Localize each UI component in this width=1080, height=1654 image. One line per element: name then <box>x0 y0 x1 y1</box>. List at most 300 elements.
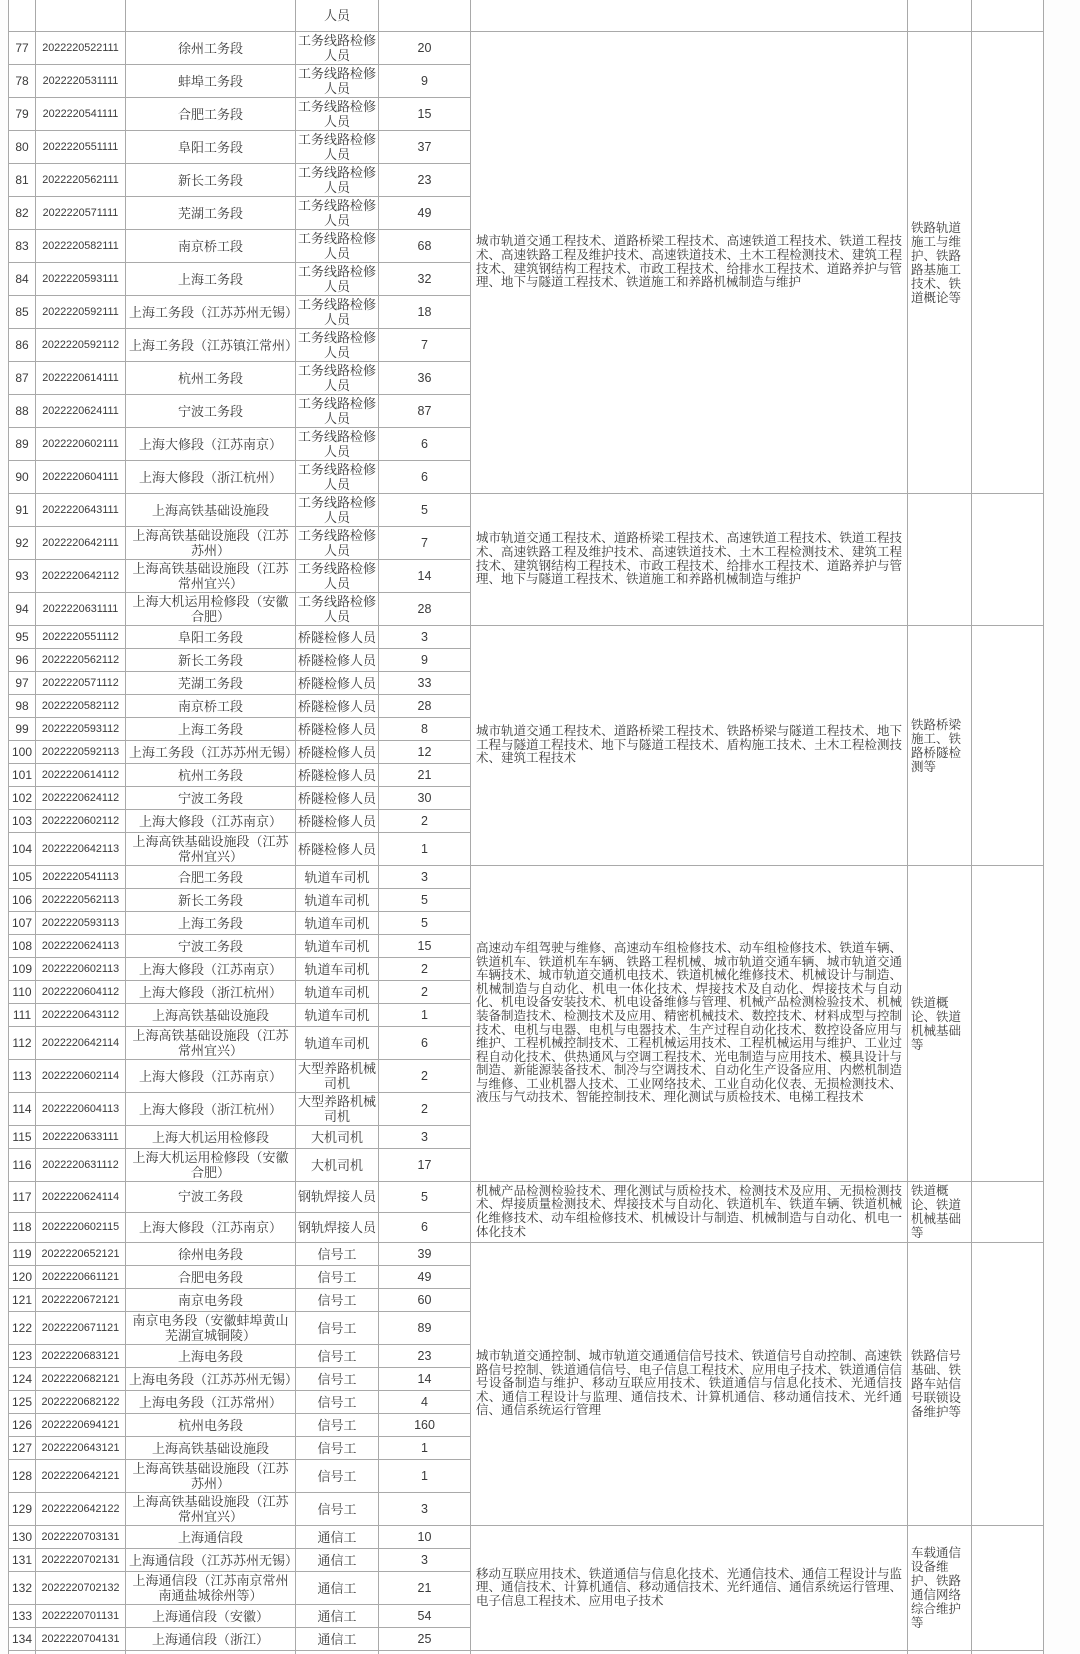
subjects-cell: 铁路轨道施工与维护、铁路路基施工技术、铁道概论等 <box>908 32 972 494</box>
code-cell: 2022220602115 <box>36 1212 126 1243</box>
position-cell: 工务线路检修人员 <box>296 428 379 461</box>
code-cell: 2022220604112 <box>36 981 126 1004</box>
count-cell: 36 <box>379 362 471 395</box>
seq-cell: 121 <box>9 1289 36 1312</box>
count-cell: 2 <box>379 958 471 981</box>
table-body <box>9 0 1044 1654</box>
count-cell: 21 <box>379 1572 471 1605</box>
unit-cell: 上海高铁基础设施段 <box>126 494 296 527</box>
seq-cell: 105 <box>9 866 36 889</box>
position-cell: 工务线路检修人员 <box>296 131 379 164</box>
count-cell: 2 <box>379 1093 471 1126</box>
blank-cell <box>972 1243 1044 1526</box>
position-cell: 信号工 <box>296 1266 379 1289</box>
majors-cell <box>471 1651 908 1654</box>
code-cell: 2022220602111 <box>36 428 126 461</box>
code-cell: 2022220661121 <box>36 1266 126 1289</box>
code-cell: 2022220631112 <box>36 1149 126 1182</box>
count-cell: 33 <box>379 672 471 695</box>
position-cell: 工务线路检修人员 <box>296 98 379 131</box>
position-cell: 轨道车司机 <box>296 1027 379 1060</box>
code-cell: 2022220602113 <box>36 958 126 981</box>
position-cell: 工务线路检修人员 <box>296 527 379 560</box>
count-cell: 54 <box>379 1605 471 1628</box>
seq-cell: 87 <box>9 362 36 395</box>
code-cell: 2022220604113 <box>36 1093 126 1126</box>
position-cell: 工务线路检修人员 <box>296 593 379 626</box>
code-cell: 2022220562111 <box>36 164 126 197</box>
code-cell: 2022220614112 <box>36 764 126 787</box>
unit-cell: 上海工务段（江苏苏州无锡） <box>126 296 296 329</box>
table-row <box>9 494 1044 527</box>
position-cell: 工务线路检修人员 <box>296 164 379 197</box>
code-cell: 2022220562113 <box>36 889 126 912</box>
unit-cell: 宁波工务段 <box>126 395 296 428</box>
code-cell: 2022220683121 <box>36 1345 126 1368</box>
cutoff-row-bottom <box>9 1651 1044 1654</box>
position-cell: 桥隧检修人员 <box>296 718 379 741</box>
unit-cell: 上海大修段（浙江杭州） <box>126 461 296 494</box>
seq-cell: 93 <box>9 560 36 593</box>
seq-cell: 129 <box>9 1493 36 1526</box>
seq-cell: 131 <box>9 1549 36 1572</box>
count-cell <box>379 1651 471 1654</box>
unit-cell: 芜湖工务段 <box>126 197 296 230</box>
count-cell: 6 <box>379 461 471 494</box>
count-cell: 39 <box>379 1243 471 1266</box>
seq-cell: 98 <box>9 695 36 718</box>
position-cell: 钢轨焊接人员 <box>296 1212 379 1243</box>
recruitment-table <box>8 0 1044 1654</box>
blank-cell <box>972 32 1044 494</box>
position-cell: 工务线路检修人员 <box>296 494 379 527</box>
count-cell: 89 <box>379 1312 471 1345</box>
seq-cell: 124 <box>9 1368 36 1391</box>
unit-cell: 上海通信段（江苏苏州无锡） <box>126 1549 296 1572</box>
code-cell: 2022220624113 <box>36 935 126 958</box>
seq-cell: 126 <box>9 1414 36 1437</box>
seq-cell: 106 <box>9 889 36 912</box>
seq-cell: 120 <box>9 1266 36 1289</box>
unit-cell: 上海通信段（浙江） <box>126 1628 296 1651</box>
seq-cell: 119 <box>9 1243 36 1266</box>
position-cell: 工务线路检修人员 <box>296 197 379 230</box>
position-cell <box>296 1651 379 1654</box>
seq-cell: 127 <box>9 1437 36 1460</box>
count-cell: 18 <box>379 296 471 329</box>
count-cell: 30 <box>379 787 471 810</box>
position-cell: 桥隧检修人员 <box>296 810 379 833</box>
seq-cell: 82 <box>9 197 36 230</box>
position-cell: 桥隧检修人员 <box>296 764 379 787</box>
position-cell: 桥隧检修人员 <box>296 787 379 810</box>
seq-cell: 107 <box>9 912 36 935</box>
position-cell: 信号工 <box>296 1414 379 1437</box>
count-cell: 15 <box>379 98 471 131</box>
unit-cell: 芜湖工务段 <box>126 672 296 695</box>
seq-cell: 118 <box>9 1212 36 1243</box>
unit-cell: 上海大修段（江苏南京） <box>126 428 296 461</box>
count-cell: 68 <box>379 230 471 263</box>
position-cell: 工务线路检修人员 <box>296 362 379 395</box>
blank-cell <box>972 866 1044 1182</box>
code-cell: 2022220702132 <box>36 1572 126 1605</box>
position-cell: 大机司机 <box>296 1149 379 1182</box>
code-cell: 2022220541111 <box>36 98 126 131</box>
count-cell: 5 <box>379 1182 471 1213</box>
unit-cell: 新长工务段 <box>126 649 296 672</box>
code-cell: 2022220642112 <box>36 560 126 593</box>
position-cell <box>296 0 379 32</box>
position-cell: 钢轨焊接人员 <box>296 1182 379 1213</box>
position-cell: 信号工 <box>296 1312 379 1345</box>
seq-cell: 80 <box>9 131 36 164</box>
unit-cell: 上海工务段 <box>126 912 296 935</box>
code-cell: 2022220604111 <box>36 461 126 494</box>
unit-cell: 新长工务段 <box>126 164 296 197</box>
unit-cell: 上海工务段（江苏苏州无锡） <box>126 741 296 764</box>
code-cell: 2022220643111 <box>36 494 126 527</box>
unit-cell: 阜阳工务段 <box>126 626 296 649</box>
seq-cell: 88 <box>9 395 36 428</box>
position-cell: 桥隧检修人员 <box>296 695 379 718</box>
blank-cell <box>972 1526 1044 1651</box>
count-cell: 28 <box>379 695 471 718</box>
seq-cell: 114 <box>9 1093 36 1126</box>
code-cell: 2022220541113 <box>36 866 126 889</box>
code-cell: 2022220642111 <box>36 527 126 560</box>
code-cell: 2022220602112 <box>36 810 126 833</box>
count-cell: 20 <box>379 32 471 65</box>
unit-cell: 合肥工务段 <box>126 98 296 131</box>
seq-cell: 113 <box>9 1060 36 1093</box>
count-cell: 28 <box>379 593 471 626</box>
seq-cell: 130 <box>9 1526 36 1549</box>
unit-cell: 上海大修段（江苏南京） <box>126 1060 296 1093</box>
seq-cell: 102 <box>9 787 36 810</box>
unit-cell: 上海电务段 <box>126 1345 296 1368</box>
code-cell <box>36 0 126 32</box>
table-row <box>9 866 1044 889</box>
seq-cell: 90 <box>9 461 36 494</box>
position-cell: 信号工 <box>296 1493 379 1526</box>
blank-cell <box>972 1651 1044 1654</box>
table-row <box>9 1526 1044 1549</box>
position-cell: 通信工 <box>296 1605 379 1628</box>
count-cell: 12 <box>379 741 471 764</box>
position-cell: 轨道车司机 <box>296 958 379 981</box>
subjects-cell: 铁道概论、铁道机械基础等 <box>908 866 972 1182</box>
seq-cell: 133 <box>9 1605 36 1628</box>
blank-cell <box>972 1182 1044 1243</box>
seq-cell: 91 <box>9 494 36 527</box>
majors-cell: 机械产品检测检验技术、理化测试与质检技术、检测技术及应用、无损检测技术、焊接质量检测技术、焊接技术与自动化、铁道机车、铁道车辆、铁道机械化维修技术、动车组检修技术、机械设计与制造、机械制造与自动化、机电一体化技术 <box>471 1182 908 1243</box>
position-cell: 大型养路机械司机 <box>296 1060 379 1093</box>
count-cell: 5 <box>379 889 471 912</box>
code-cell: 2022220643112 <box>36 1004 126 1027</box>
unit-cell: 上海高铁基础设施段（江苏常州宜兴） <box>126 1027 296 1060</box>
position-cell: 通信工 <box>296 1526 379 1549</box>
seq-cell: 116 <box>9 1149 36 1182</box>
unit-cell <box>126 1651 296 1654</box>
position-cell: 轨道车司机 <box>296 912 379 935</box>
count-cell: 21 <box>379 764 471 787</box>
count-cell: 14 <box>379 1368 471 1391</box>
seq-cell: 111 <box>9 1004 36 1027</box>
count-cell: 6 <box>379 428 471 461</box>
subjects-cell <box>908 0 972 32</box>
code-cell: 2022220672121 <box>36 1289 126 1312</box>
code-cell: 2022220624112 <box>36 787 126 810</box>
count-cell: 5 <box>379 494 471 527</box>
unit-cell: 宁波工务段 <box>126 787 296 810</box>
code-cell: 2022220631111 <box>36 593 126 626</box>
position-cell: 工务线路检修人员 <box>296 296 379 329</box>
count-cell: 14 <box>379 560 471 593</box>
unit-cell: 上海大机运用检修段（安徽合肥） <box>126 593 296 626</box>
blank-cell <box>972 626 1044 866</box>
code-cell: 2022220562112 <box>36 649 126 672</box>
code-cell: 2022220624114 <box>36 1182 126 1213</box>
blank-cell <box>972 494 1044 626</box>
count-cell: 8 <box>379 718 471 741</box>
count-cell: 25 <box>379 1628 471 1651</box>
seq-cell: 94 <box>9 593 36 626</box>
seq-cell: 79 <box>9 98 36 131</box>
code-cell: 2022220694121 <box>36 1414 126 1437</box>
count-cell: 3 <box>379 626 471 649</box>
seq-cell: 122 <box>9 1312 36 1345</box>
code-cell: 2022220571112 <box>36 672 126 695</box>
seq-cell: 115 <box>9 1126 36 1149</box>
count-cell: 3 <box>379 866 471 889</box>
table-row <box>9 1182 1044 1213</box>
code-cell: 2022220593111 <box>36 263 126 296</box>
seq-cell: 99 <box>9 718 36 741</box>
position-cell: 工务线路检修人员 <box>296 32 379 65</box>
seq-cell: 97 <box>9 672 36 695</box>
position-cell: 桥隧检修人员 <box>296 626 379 649</box>
majors-cell: 城市轨道交通控制、城市轨道交通通信信号技术、铁道信号自动控制、高速铁路信号控制、铁道通信信号、电子信息工程技术、应用电子技术、铁道通信信号设备制造与维护、移动互联应用技术、铁道通信与信息化技术、光通信技术、通信工程设计与监理、通信技术、计算机通信、移动通信技术、光纤通信、通信系统运行管理 <box>471 1243 908 1526</box>
table-row <box>9 626 1044 649</box>
unit-cell: 宁波工务段 <box>126 935 296 958</box>
unit-cell: 蚌埠工务段 <box>126 65 296 98</box>
unit-cell: 上海大机运用检修段（安徽合肥） <box>126 1149 296 1182</box>
code-cell: 2022220614111 <box>36 362 126 395</box>
code-cell: 2022220592113 <box>36 741 126 764</box>
seq-cell: 78 <box>9 65 36 98</box>
unit-cell: 宁波工务段 <box>126 1182 296 1213</box>
unit-cell: 上海大修段（浙江杭州） <box>126 1093 296 1126</box>
unit-cell <box>126 0 296 32</box>
position-cell: 轨道车司机 <box>296 981 379 1004</box>
count-cell: 2 <box>379 810 471 833</box>
unit-cell: 南京桥工段 <box>126 230 296 263</box>
clipped-position-text: 人员 <box>324 8 350 23</box>
seq-cell: 132 <box>9 1572 36 1605</box>
seq-cell: 117 <box>9 1182 36 1213</box>
count-cell: 10 <box>379 1526 471 1549</box>
unit-cell: 上海工务段 <box>126 718 296 741</box>
unit-cell: 上海工务段（江苏镇江常州） <box>126 329 296 362</box>
cutoff-row-top <box>9 0 1044 32</box>
seq-cell: 108 <box>9 935 36 958</box>
majors-cell: 城市轨道交通工程技术、道路桥梁工程技术、高速铁道工程技术、铁道工程技术、高速铁路工程及维护技术、高速铁道技术、土木工程检测技术、建筑工程技术、建筑钢结构工程技术、市政工程技术、给排水工程技术、道路养护与管理、地下与隧道工程技术、铁道施工和养路机械制造与维护 <box>471 32 908 494</box>
count-cell: 7 <box>379 527 471 560</box>
unit-cell: 上海高铁基础设施段（江苏苏州） <box>126 527 296 560</box>
unit-cell: 合肥工务段 <box>126 866 296 889</box>
count-cell: 2 <box>379 1060 471 1093</box>
blank-cell <box>972 0 1044 32</box>
seq-cell: 123 <box>9 1345 36 1368</box>
seq-cell: 83 <box>9 230 36 263</box>
position-cell: 通信工 <box>296 1549 379 1572</box>
unit-cell: 新长工务段 <box>126 889 296 912</box>
seq-cell: 95 <box>9 626 36 649</box>
seq-cell: 81 <box>9 164 36 197</box>
code-cell: 2022220702131 <box>36 1549 126 1572</box>
position-cell: 轨道车司机 <box>296 935 379 958</box>
count-cell: 49 <box>379 1266 471 1289</box>
code-cell: 2022220551112 <box>36 626 126 649</box>
unit-cell: 上海通信段（江苏南京常州南通盐城徐州等） <box>126 1572 296 1605</box>
position-cell: 工务线路检修人员 <box>296 329 379 362</box>
seq-cell: 101 <box>9 764 36 787</box>
unit-cell: 上海大机运用检修段 <box>126 1126 296 1149</box>
unit-cell: 上海高铁基础设施段 <box>126 1437 296 1460</box>
count-cell: 49 <box>379 197 471 230</box>
code-cell: 2022220593113 <box>36 912 126 935</box>
code-cell: 2022220592112 <box>36 329 126 362</box>
count-cell: 4 <box>379 1391 471 1414</box>
count-cell: 1 <box>379 1460 471 1493</box>
count-cell: 15 <box>379 935 471 958</box>
subjects-cell: 车载通信设备维护、铁路通信网络综合维护等 <box>908 1526 972 1651</box>
seq-cell: 85 <box>9 296 36 329</box>
count-cell: 17 <box>379 1149 471 1182</box>
seq-cell: 100 <box>9 741 36 764</box>
majors-cell: 移动互联应用技术、铁道通信与信息化技术、光通信技术、通信工程设计与监理、通信技术、计算机通信、移动通信技术、光纤通信、通信系统运行管理、电子信息工程技术、应用电子技术 <box>471 1526 908 1651</box>
count-cell: 2 <box>379 981 471 1004</box>
unit-cell: 上海电务段（江苏常州） <box>126 1391 296 1414</box>
position-cell: 信号工 <box>296 1243 379 1266</box>
position-cell: 轨道车司机 <box>296 1004 379 1027</box>
unit-cell: 上海大修段（江苏南京） <box>126 810 296 833</box>
position-cell: 桥隧检修人员 <box>296 833 379 866</box>
table-row <box>9 1243 1044 1266</box>
unit-cell: 徐州工务段 <box>126 32 296 65</box>
unit-cell: 上海高铁基础设施段（江苏常州宜兴） <box>126 833 296 866</box>
position-cell: 通信工 <box>296 1628 379 1651</box>
unit-cell: 上海高铁基础设施段 <box>126 1004 296 1027</box>
seq-cell: 92 <box>9 527 36 560</box>
code-cell: 2022220624111 <box>36 395 126 428</box>
position-cell: 信号工 <box>296 1460 379 1493</box>
count-cell: 6 <box>379 1212 471 1243</box>
count-cell: 37 <box>379 131 471 164</box>
unit-cell: 上海工务段 <box>126 263 296 296</box>
code-cell: 2022220704131 <box>36 1628 126 1651</box>
seq-cell: 77 <box>9 32 36 65</box>
code-cell: 2022220652121 <box>36 1243 126 1266</box>
position-cell: 桥隧检修人员 <box>296 649 379 672</box>
position-cell: 大机司机 <box>296 1126 379 1149</box>
code-cell: 2022220571111 <box>36 197 126 230</box>
code-cell: 2022220602114 <box>36 1060 126 1093</box>
count-cell: 60 <box>379 1289 471 1312</box>
subjects-cell: 铁路桥梁施工、铁路桥隧检测等 <box>908 626 972 866</box>
seq-cell: 110 <box>9 981 36 1004</box>
unit-cell: 阜阳工务段 <box>126 131 296 164</box>
count-cell <box>379 0 471 32</box>
position-cell: 工务线路检修人员 <box>296 395 379 428</box>
majors-cell: 高速动车组驾驶与维修、高速动车组检修技术、动车组检修技术、铁道车辆、铁道机车、铁道机车车辆、铁路工程机械、城市轨道交通车辆、城市轨道交通车辆技术、城市轨道交通机电技术、铁道机械化维修技术、机械设计与制造、机械制造与自动化、机电一体化技术、焊接技术及自动化、焊接技术与自动化、机电设备安装技术、机电设备维修与管理、机械产品检测检验技术、机械装备制造技术、检测技术及应用、精密机械技术、数控技术、材料成型与控制技术、电机与电器、电机与电器技术、生产过程自动化技术、数控设备应用与维护、工程机械控制技术、工程机械运用技术、工程机械运用与维护、工业过程自动化技术、供热通风与空调工程技术、光电制造与应用技术、模具设计与制造、新能源装备技术、制冷与空调技术、自动化生产设备应用、内燃机制造与维修、工业机器人技术、工业网络技术、工业自动化仪表、无损检测技术、液压与气动技术、智能控制技术、理化测试与质检技术、电梯工程技术 <box>471 866 908 1182</box>
unit-cell: 杭州电务段 <box>126 1414 296 1437</box>
count-cell: 87 <box>379 395 471 428</box>
code-cell: 2022220582111 <box>36 230 126 263</box>
position-cell: 工务线路检修人员 <box>296 230 379 263</box>
code-cell: 2022220642114 <box>36 1027 126 1060</box>
unit-cell: 杭州工务段 <box>126 764 296 787</box>
unit-cell: 上海通信段 <box>126 1526 296 1549</box>
seq-cell: 89 <box>9 428 36 461</box>
code-cell: 2022220633111 <box>36 1126 126 1149</box>
position-cell: 信号工 <box>296 1368 379 1391</box>
unit-cell: 上海电务段（江苏苏州无锡） <box>126 1368 296 1391</box>
code-cell: 2022220643121 <box>36 1437 126 1460</box>
subjects-cell: 铁路信号基础、铁路车站信号联锁设备维护等 <box>908 1243 972 1526</box>
code-cell: 2022220682121 <box>36 1368 126 1391</box>
code-cell: 2022220642122 <box>36 1493 126 1526</box>
count-cell: 3 <box>379 1549 471 1572</box>
count-cell: 1 <box>379 833 471 866</box>
unit-cell: 上海高铁基础设施段（江苏常州宜兴） <box>126 560 296 593</box>
unit-cell: 南京电务段 <box>126 1289 296 1312</box>
unit-cell: 徐州电务段 <box>126 1243 296 1266</box>
seq-cell: 84 <box>9 263 36 296</box>
majors-cell: 城市轨道交通工程技术、道路桥梁工程技术、高速铁道工程技术、铁道工程技术、高速铁路工程及维护技术、高速铁道技术、土木工程检测技术、建筑工程技术、建筑钢结构工程技术、市政工程技术、给排水工程技术、道路养护与管理、地下与隧道工程技术、铁道施工和养路机械制造与维护 <box>471 494 908 626</box>
code-cell: 2022220671121 <box>36 1312 126 1345</box>
count-cell: 160 <box>379 1414 471 1437</box>
seq-cell: 96 <box>9 649 36 672</box>
unit-cell: 合肥电务段 <box>126 1266 296 1289</box>
majors-cell: 城市轨道交通工程技术、道路桥梁工程技术、铁路桥梁与隧道工程技术、地下工程与隧道工程技术、地下与隧道工程技术、盾构施工技术、土木工程检测技术、建筑工程技术 <box>471 626 908 866</box>
unit-cell: 上海大修段（江苏南京） <box>126 1212 296 1243</box>
seq-cell: 125 <box>9 1391 36 1414</box>
unit-cell: 南京电务段（安徽蚌埠黄山芜湖宣城铜陵） <box>126 1312 296 1345</box>
code-cell: 2022220642113 <box>36 833 126 866</box>
code-cell: 2022220582112 <box>36 695 126 718</box>
majors-cell <box>471 0 908 32</box>
position-cell: 通信工 <box>296 1572 379 1605</box>
seq-cell: 134 <box>9 1628 36 1651</box>
seq-cell <box>9 1651 36 1654</box>
seq-cell: 109 <box>9 958 36 981</box>
seq-cell <box>9 0 36 32</box>
position-cell: 工务线路检修人员 <box>296 65 379 98</box>
code-cell: 2022220642121 <box>36 1460 126 1493</box>
position-cell: 轨道车司机 <box>296 866 379 889</box>
code-cell: 2022220592111 <box>36 296 126 329</box>
count-cell: 32 <box>379 263 471 296</box>
table-row <box>9 32 1044 65</box>
unit-cell: 上海高铁基础设施段（江苏苏州） <box>126 1460 296 1493</box>
position-cell: 大型养路机械司机 <box>296 1093 379 1126</box>
subjects-cell <box>908 494 972 626</box>
position-cell: 工务线路检修人员 <box>296 461 379 494</box>
count-cell: 9 <box>379 65 471 98</box>
unit-cell: 上海大修段（江苏南京） <box>126 958 296 981</box>
